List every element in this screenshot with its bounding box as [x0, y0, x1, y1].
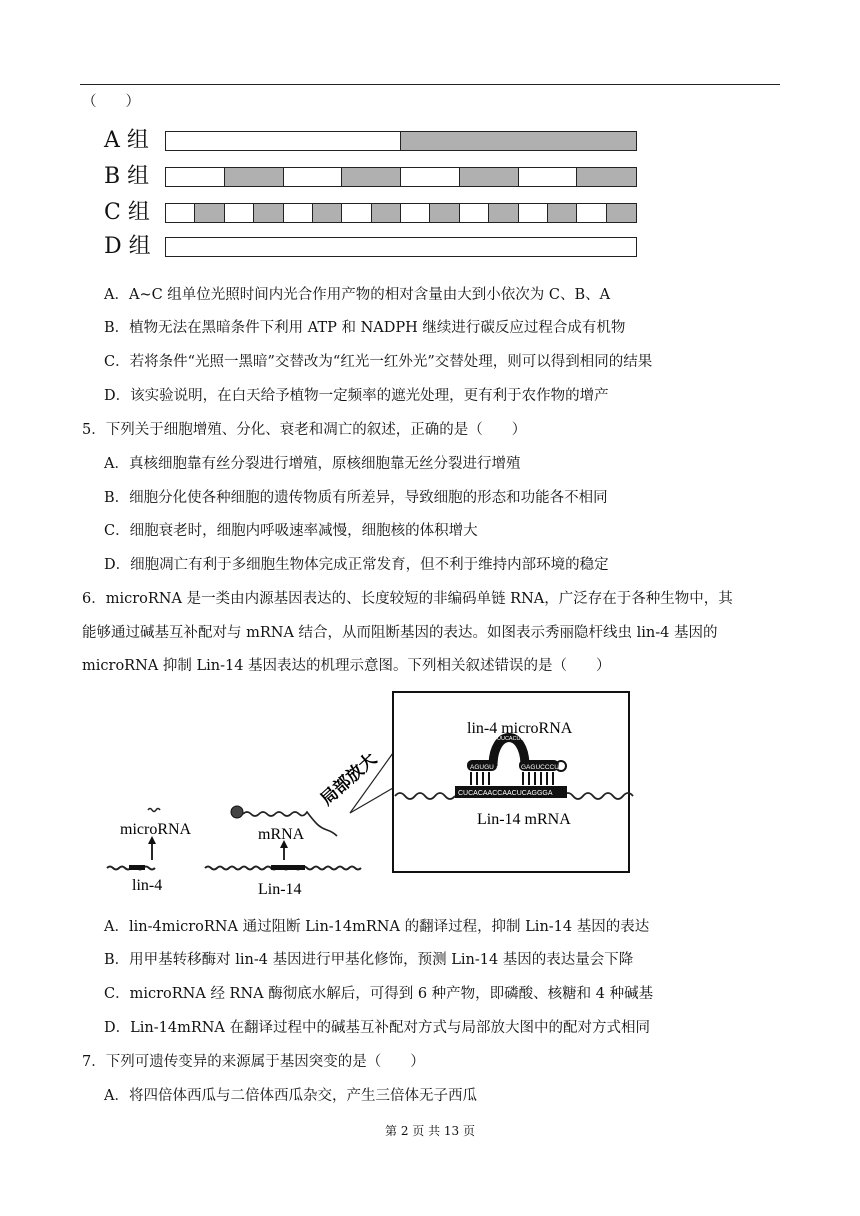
q4-option-d: D．该实验说明，在白天给予植物一定频率的遮光处理，更有利于农作物的增产 [104, 388, 609, 404]
light-segment [519, 168, 578, 186]
zoom-label: 局部放大 [316, 749, 381, 810]
microrna-figure [95, 688, 635, 903]
group-b-bar [165, 167, 637, 187]
dark-segment [460, 168, 519, 186]
light-segment [401, 168, 460, 186]
q4-option-a: A．A~C 组单位光照时间内光合作用产物的相对含量由大到小依次为 C、B、A [104, 287, 611, 303]
light-segment [166, 238, 636, 256]
q6-stem-line3: microRNA 抑制 Lin-14 基因表达的机理示意图。下列相关叙述错误的是（ ） [82, 658, 611, 674]
q6-stem-line2: 能够通过碱基互补配对与 mRNA 结合，从而阻断基因的表达。如图表示秀丽隐杆线虫 lin-4 基因的 [82, 625, 718, 641]
light-segment [519, 204, 548, 222]
group-d-label: D 组 [104, 234, 151, 259]
q5-stem: 5．下列关于细胞增殖、分化、衰老和凋亡的叙述，正确的是（ ） [82, 422, 527, 438]
dark-segment [254, 204, 283, 222]
group-a-label: A 组 [104, 128, 149, 153]
group-c-bar [165, 203, 637, 223]
q7-option-a: A．将四倍体西瓜与二倍体西瓜杂交，产生三倍体无子西瓜 [104, 1088, 477, 1104]
box-top-label: lin-4 microRNA [467, 720, 573, 737]
q4-option-b: B．植物无法在黑暗条件下利用 ATP 和 NADPH 继续进行碳反应过程合成有机物 [104, 320, 626, 336]
page-footer: 第 2 页 共 13 页 [385, 1124, 475, 1138]
light-segment [166, 168, 225, 186]
group-b-label: B 组 [104, 164, 150, 189]
dark-segment [225, 168, 284, 186]
q5-option-c: C．细胞衰老时，细胞内呼吸速率减慢，细胞核的体积增大 [104, 523, 478, 539]
q5-option-a: A．真核细胞靠有丝分裂进行增殖，原核细胞靠无丝分裂进行增殖 [104, 456, 521, 472]
seq-right: GAGUCCCU [521, 764, 559, 771]
seq-left: AGUGU [470, 764, 494, 771]
dark-segment [607, 204, 636, 222]
dark-segment [577, 168, 636, 186]
header-rule [80, 84, 780, 85]
dark-segment [342, 168, 401, 186]
light-segment [401, 204, 430, 222]
microrna-label: microRNA [120, 821, 192, 838]
dark-segment [489, 204, 518, 222]
box-bottom-label: Lin-14 mRNA [477, 811, 571, 828]
q6-stem-line1: 6．microRNA 是一类由内源基因表达的、长度较短的非编码单链 RNA，广泛存在于各种生物中，其 [82, 591, 733, 607]
dark-segment [430, 204, 459, 222]
light-segment [342, 204, 371, 222]
light-segment [284, 168, 343, 186]
q4-tail: （ ） [82, 94, 140, 110]
q7-stem: 7．下列可遗传变异的来源属于基因突变的是（ ） [82, 1054, 425, 1070]
q5-option-d: D．细胞凋亡有利于多细胞生物体完成正常发育，但不利于维持内部环境的稳定 [104, 557, 609, 573]
group-d-bar [165, 237, 637, 257]
group-a-bar [165, 131, 637, 151]
light-segment [225, 204, 254, 222]
dark-segment [313, 204, 342, 222]
q6-option-a: A．lin-4microRNA 通过阻断 Lin-14mRNA 的翻译过程，抑制 Lin-14 基因的表达 [104, 919, 650, 935]
light-segment [284, 204, 313, 222]
light-segment [166, 204, 195, 222]
group-c-label: C 组 [104, 200, 150, 225]
dark-segment [548, 204, 577, 222]
lin4-label: lin-4 [132, 877, 163, 894]
dark-segment [401, 132, 636, 150]
q6-option-b: B．用甲基转移酶对 lin-4 基因进行甲基化修饰，预测 Lin-14 基因的表达量会下降 [104, 952, 634, 968]
lin14-label: Lin-14 [258, 881, 302, 898]
q5-option-b: B．细胞分化使各种细胞的遗传物质有所差异，导致细胞的形态和功能各不相同 [104, 490, 608, 506]
light-segment [460, 204, 489, 222]
light-segment [166, 132, 401, 150]
q4-option-c: C．若将条件“光照一黑暗”交替改为“红光一红外光”交替处理，则可以得到相同的结果 [104, 354, 653, 370]
seq-loop: UUCACUCC [497, 736, 529, 742]
light-segment [577, 204, 606, 222]
seq-mrna: CUCACAACCAACUCAGGGA [458, 790, 553, 797]
dark-segment [372, 204, 401, 222]
dark-segment [195, 204, 224, 222]
mrna-label: mRNA [258, 826, 305, 843]
q6-option-d: D．Lin-14mRNA 在翻译过程中的碱基互补配对方式与局部放大图中的配对方式相同 [104, 1020, 651, 1036]
q6-option-c: C．microRNA 经 RNA 酶彻底水解后，可得到 6 种产物，即磷酸、核糖和 4 种碱基 [104, 986, 654, 1002]
